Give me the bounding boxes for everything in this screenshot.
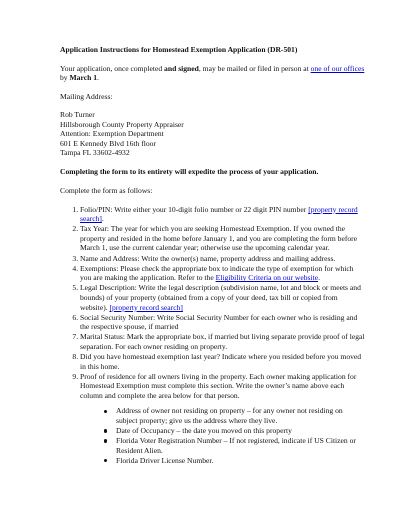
instruction-list — [60, 205, 365, 466]
address-line: 601 E Kennedy Blvd 16th floor — [60, 138, 156, 148]
address-line: Tampa FL 33602-4932 — [60, 148, 130, 157]
intro-text: Your application, once completed — [60, 63, 165, 73]
address-line: Attention: Exemption Department — [60, 129, 164, 139]
instruction-text: Exemptions: Please check the appropriate box to indicate the type of exemption for which you are making the application. Refer to the — [80, 263, 354, 283]
mailing-address-block — [60, 110, 365, 157]
expedite-notice-text: Completing the form to its entirety will expedite the process of your application. — [60, 167, 319, 177]
list-item: Date of Occupancy – the date you moved on this property — [116, 426, 365, 436]
complete-form-label: Complete the form as follows: — [60, 186, 153, 195]
intro-by: by — [60, 73, 70, 83]
instruction-item-tax-year: 2. Tax Year: The year for which you are seeking Homestead Exemption. If you owned the property and resided in the home before January 1, and you are completing the form before March 1, use the current calendar year; otherwise use the upcoming calendar year. — [80, 224, 365, 253]
intro-signed-emphasis: and signed — [164, 63, 199, 73]
instruction-item-marital-status: 7. Marital Status: Mark the appropriate box, if married but living separate provide proof of legal separation. For each owner residing on property. — [80, 332, 365, 351]
instruction-text: Folio/PIN: Write either your 10-digit folio number or 22 digit PIN number — [80, 204, 309, 214]
instruction-text: Proof of residence for all owners living in the property. Each owner making application for Homestead Exemption must complete this section. Write the owner’s name above each column and complete the area below for that person. — [80, 371, 357, 400]
instruction-item-prior-homestead: 8. Did you have homestead exemption last year? Indicate where you resided before you moved in this home. — [80, 352, 365, 371]
property-record-search-link[interactable]: [property record search] — [80, 204, 358, 224]
property-record-search-link[interactable]: [property record search] — [109, 302, 183, 312]
intro-paragraph — [60, 64, 365, 83]
deadline-date: March 1 — [69, 73, 97, 83]
instruction-end: . — [318, 273, 320, 283]
mailing-address-label: Mailing Address: — [60, 91, 113, 101]
address-line: Hillsborough County Property Appraiser — [60, 119, 184, 129]
instruction-item-proof-of-residence — [80, 372, 365, 466]
instruction-end: . — [101, 214, 104, 224]
instruction-item-legal-description — [80, 283, 365, 312]
intro-end: . — [97, 73, 99, 83]
instruction-item-name-address: 3. Name and Address: Write the owner(s) name, property address and mailing address. — [80, 254, 365, 264]
document-body — [60, 45, 365, 474]
list-item: Address of owner not residing on property – for any owner not residing on subject property; give us the address where they live. — [116, 406, 365, 425]
list-item: Florida Driver License Number. — [116, 456, 365, 466]
instruction-item-exemptions — [80, 264, 365, 283]
instruction-item-ssn: 6. Social Security Number: Write Social Security Number for each owner who is residing and the respective spouse, if married — [80, 313, 365, 332]
instruction-text: Legal Description: Write the legal description (subdivision name, lot and block or meets and bounds) of your property (obtained from a copy of your deed, tax bill or copied from website). — [80, 283, 361, 312]
address-line: Rob Turner — [60, 110, 95, 120]
our-offices-link[interactable]: one of our offices — [310, 63, 365, 73]
eligibility-criteria-link[interactable]: Eligibility Criteria on our website — [215, 273, 319, 283]
residence-detail-list — [80, 406, 365, 465]
intro-text-mid: , may be mailed or filed in person at — [198, 63, 311, 73]
expedite-notice — [60, 167, 365, 177]
instruction-item-folio — [80, 205, 365, 224]
page-title: Application Instructions for Homestead Exemption Application (DR-501) — [60, 45, 298, 54]
list-item: Florida Voter Registration Number – If not registered, indicate if US Citizen or Resident Alien. — [116, 436, 365, 455]
